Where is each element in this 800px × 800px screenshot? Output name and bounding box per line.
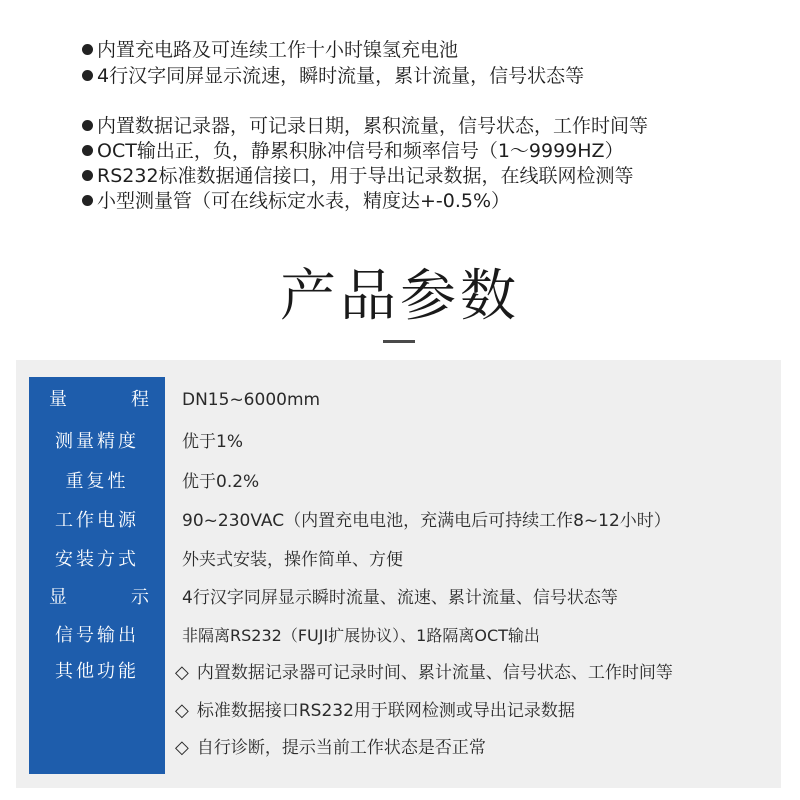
diamond-outline-icon: ◇ — [175, 737, 189, 758]
spec-value: 非隔离RS232（FUJI扩展协议）、1路隔离OCT输出 — [182, 626, 540, 645]
spec-value: 4行汉字同屏显示瞬时流量、流速、累计流量、信号状态等 — [182, 588, 618, 608]
bullet-dot-icon — [82, 170, 93, 181]
spec-label: 工作电源 — [55, 510, 139, 531]
title-underline — [383, 340, 415, 343]
bullet-dot-icon — [82, 70, 93, 81]
spec-option: ◇ 自行诊断，提示当前工作状态是否正常 — [175, 733, 486, 763]
spec-value: DN15~6000mm — [182, 390, 321, 410]
bullet-dot-icon — [82, 195, 93, 206]
spec-label: 安装方式 — [55, 549, 139, 570]
spec-label: 量 程 — [49, 389, 149, 410]
spec-label: 显 示 — [49, 587, 149, 608]
bullet-dot-icon — [82, 145, 93, 156]
bullet-dot-icon — [82, 44, 93, 55]
diamond-outline-icon: ◇ — [175, 700, 189, 721]
bullet-dot-icon — [82, 120, 93, 131]
spec-label: 重复性 — [65, 471, 129, 492]
diamond-outline-icon: ◇ — [175, 662, 189, 683]
feature-item: 内置数据记录器，可记录日期，累积流量，信号状态，工作时间等 — [82, 114, 648, 138]
spec-option: ◇ 标准数据接口RS232用于联网检测或导出记录数据 — [175, 696, 575, 726]
section-title: 产品参数 — [280, 264, 520, 329]
spec-value: 外夹式安装，操作简单、方便 — [182, 550, 403, 570]
spec-value: 优于0.2% — [182, 472, 260, 492]
spec-option: ◇ 内置数据记录器可记录时间、累计流量、信号状态、工作时间等 — [175, 658, 673, 688]
feature-item: RS232标准数据通信接口，用于导出记录数据，在线联网检测等 — [82, 164, 634, 188]
spec-label: 测量精度 — [55, 431, 139, 452]
feature-item: OCT输出正，负，静累积脉冲信号和频率信号（1～9999HZ） — [82, 139, 624, 163]
spec-value: 优于1% — [182, 432, 243, 452]
feature-item: 内置充电路及可连续工作十小时镍氢充电池 — [82, 38, 458, 62]
spec-label: 其他功能 — [55, 661, 139, 682]
feature-item: 小型测量管（可在线标定水表，精度达+-0.5%） — [82, 189, 510, 213]
spec-label: 信号输出 — [55, 625, 139, 646]
feature-item: 4行汉字同屏显示流速，瞬时流量，累计流量，信号状态等 — [82, 64, 584, 88]
spec-value: 90~230VAC（内置充电电池，充满电后可持续工作8~12小时） — [182, 511, 671, 531]
